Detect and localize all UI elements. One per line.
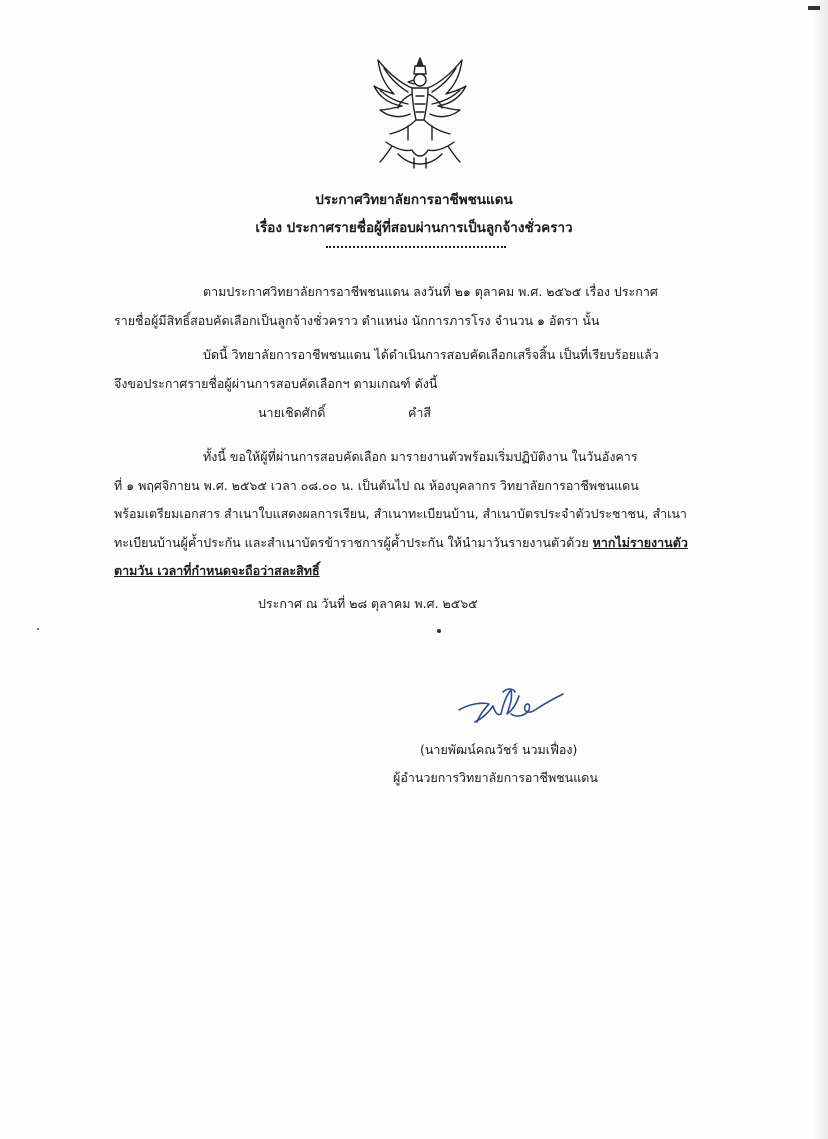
paragraph-line: ตามประกาศวิทยาลัยการอาชีพชนแดน ลงวันที่ ๒๑ ตุลาคม พ.ศ. ๒๕๖๕ เรื่อง ประกาศ [203,284,658,299]
ink-dot [437,629,441,633]
signer-name: (นายพัฒน์คณวัชร์ นวมเฟื่อง) [420,742,578,757]
document-subject: เรื่อง ประกาศรายชื่อผู้ที่สอบผ่านการเป็นลูกจ้างชั่วคราว [255,220,573,236]
paragraph-line: ที่ ๑ พฤศจิกายน พ.ศ. ๒๕๖๕ เวลา ๐๘.๐๐ น. เป็นต้นไป ณ ห้องบุคลากร วิทยาลัยการอาชีพชนแดน [114,477,639,493]
candidate-first-name: นายเชิดศักดิ์ [258,405,326,420]
paragraph-line: บัดนี้ วิทยาลัยการอาชีพชนแดน ได้ดำเนินการสอบคัดเลือกเสร็จสิ้น เป็นที่เรียบร้อยแล้ว [203,347,659,362]
paragraph-line: รายชื่อผู้มีสิทธิ์สอบคัดเลือกเป็นลูกจ้างชั่วคราว ตำแหน่ง นักการภารโรง จำนวน ๑ อัตรา นั้น [114,312,600,328]
announcement-date: ประกาศ ณ วันที่ ๒๘ ตุลาคม พ.ศ. ๒๕๖๕ [258,596,478,611]
warning-text: ตามวัน เวลาที่กำหนดจะถือว่าสละสิทธิ์ [114,563,320,578]
signer-position: ผู้อำนวยการวิทยาลัยการอาชีพชนแดน [393,770,598,785]
paragraph-line: จึงขอประกาศรายชื่อผู้ผ่านการสอบคัดเลือกฯ ตามเกณฑ์ ดังนี้ [114,375,438,391]
paragraph-line: ทั้งนี้ ขอให้ผู้ที่ผ่านการสอบคัดเลือก มารายงานตัวพร้อมเริ่มปฏิบัติงาน ในวันอังคาร [203,449,638,464]
paragraph-reference [114,278,738,335]
garuda-emblem-icon [368,54,472,170]
signature [455,682,567,732]
page-edge-shadow [812,0,828,1139]
paragraph-line: พร้อมเตรียมเอกสาร สำเนาใบแสดงผลการเรียน, สำเนาทะเบียนบ้าน, สำเนาบัตรประจำตัวประชาชน, สำเนา [114,506,687,521]
warning-text: หากไม่รายงานตัว [592,534,688,550]
paragraph-line: ทะเบียนบ้านผู้ค้ำประกัน และสำเนาบัตรข้าราชการผู้ค้ำประกัน ให้นำมาวันรายงานตัวด้วย [114,534,593,550]
corner-mark [808,6,820,10]
paragraph-instructions [114,443,738,586]
scan-speck [37,628,39,630]
dotted-separator [326,246,506,248]
candidate-last-name: คำสี [408,405,432,420]
paragraph-result [114,341,738,398]
document-title: ประกาศวิทยาลัยการอาชีพชนแดน [315,192,513,208]
